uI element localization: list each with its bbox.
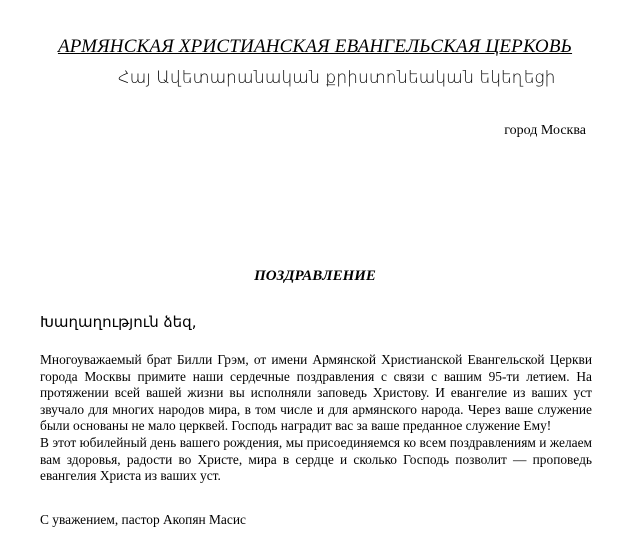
letter-body (40, 352, 592, 485)
salutation: Խաղաղություն ձեզ, (40, 313, 197, 331)
body-paragraph-1: Многоуважаемый брат Билли Грэм, от имени Армянской Христианской Евангельской Церкви города Москвы примите наши сердечные поздравления с связи с вашим 95-ти летием. На протяжении всей вашей жизни вы исполняли заповедь Христову. И евангелие из ваших уст звучало для многих народов мира, в том числе и для армянского народа. Через ваше служение были основаны не мало церквей. Господь наградит вас за ваше преданное служение Ему! (40, 352, 592, 434)
city-line: город Москва (504, 123, 586, 138)
letter-heading: ПОЗДРАВЛЕНИЕ (254, 268, 376, 284)
signature-line: С уважением, пастор Акопян Масис (40, 512, 246, 527)
body-paragraph-2: В этот юбилейный день вашего рождения, мы присоединяемся ко всем поздравлениям и желаем вам здоровья, радости во Христе, мира в сердце и сколько Господь позволит — проповедь евангелия Христа из ваших уст. (40, 434, 592, 484)
organization-title: АРМЯНСКАЯ ХРИСТИАНСКАЯ ЕВАНГЕЛЬСКАЯ ЦЕРКОВЬ (57, 36, 573, 57)
organization-title-armenian: Հայ Ավետարանական քրիստոնեական եկեղեցի (118, 68, 556, 88)
